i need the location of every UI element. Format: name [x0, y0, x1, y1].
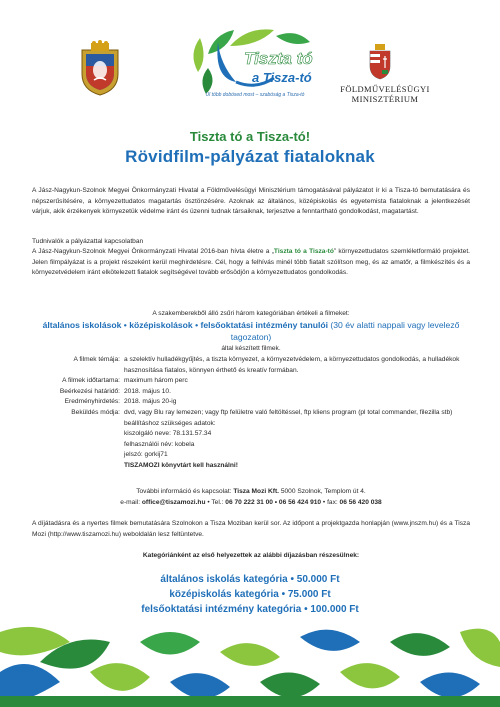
logo-subtitle: a Tisza-tó [252, 70, 312, 85]
detail-row [32, 387, 470, 398]
prize-item: felsőoktatási intézmény kategória • 100.000 Ft [141, 604, 359, 615]
leaves-decoration-icon [0, 622, 500, 707]
info-heading: Tudnivalók a pályázattal kapcsolatban [32, 238, 144, 245]
detail-label: Eredményhirdetés: [64, 398, 120, 406]
detail-row [32, 376, 470, 387]
categories-qualifier: (30 év alatti nappali vagy levelező tagozaton) [230, 320, 460, 342]
detail-row [32, 408, 470, 472]
info-paragraph [32, 247, 470, 279]
leaf-footer [0, 622, 500, 707]
logo-title: Tiszta tó [244, 49, 313, 68]
categories-intro: A szakemberekből álló zsűri három kategóriában értékeli a filmeket: [152, 310, 350, 317]
contact-prefix: További információ és kapcsolat: [136, 488, 234, 495]
contact-company: Tisza Mozi Kft. [233, 488, 280, 495]
contact-line-address [32, 487, 470, 498]
phone-label: • Tel.: [205, 498, 226, 506]
contact-address: 5000 Szolnok, Templom út 4. [279, 488, 366, 495]
kicker: Tiszta tó a Tisza-tó! [189, 129, 311, 144]
ministry-name [330, 84, 440, 104]
ministry-line-1: FÖLDMŰVELÉSÜGYI [340, 84, 430, 94]
submission-method: dvd, vagy Blu ray lemezen; vagy ftp felületre való feltöltéssel, ftp kliens program (pl total commander, filezilla stb) beállításhoz szükséges adatok: [124, 408, 453, 427]
phone-number: 06 70 222 31 00 • 06 56 424 910 [225, 498, 322, 506]
prize-note: A díjátadásra és a nyertes filmek bemutatására Szolnokon a Tisza Moziban kerül sor. Az időpont a projektgazda honlapján (www.jnszm.hu) és a Tisza Mozi (http://www.tiszamozi.hu) weboldalán lesz feltüntetve. [32, 520, 470, 538]
header [0, 0, 500, 120]
email-label: e-mail: [120, 498, 142, 506]
ftp-user: felhasználói név: kobela [124, 440, 195, 448]
categories-main: általános iskolások • középiskolások • felsőoktatási intézmény tanulói [42, 320, 329, 330]
detail-label: A filmek témája: [73, 356, 120, 363]
categories-tail: által készített filmek. [221, 345, 281, 352]
detail-label: A filmek időtartama: [62, 377, 120, 385]
ftp-note: TISZAMOZI könyvtárt kell használni! [124, 461, 238, 469]
logo-tagline: Ul több dobósed most – szabóság a Tisza-tó [205, 92, 305, 98]
prize-item: általános iskolás kategória • 50.000 Ft [160, 574, 340, 585]
county-crest-icon [78, 40, 122, 96]
ftp-host: kiszolgáló neve: 78.131.57.34 [124, 430, 212, 438]
hungarian-crest-icon [368, 44, 392, 80]
fax-label: • fax: [321, 498, 340, 506]
detail-value: a szelektív hulladékgyűjtés, a tiszta környezet, a környezetvédelem, a környezettudatos gondolkodás, a hulladékok hasznosítása fiatalos, könnyen érthető és kreatív formában. [124, 356, 460, 374]
info-highlight: Tiszta tó a Tisza-tó [273, 248, 334, 255]
contact-block [32, 487, 470, 508]
prize-list [0, 572, 500, 617]
details-table [32, 355, 470, 472]
detail-row [32, 355, 470, 376]
ministry-line-2: MINISZTÉRIUM [351, 94, 419, 104]
prize-intro: Kategóriánként az első helyezettek az alábbi díjazásban részesülnek: [142, 552, 360, 559]
ftp-password: jelszó: gorkij71 [124, 451, 168, 459]
email-link[interactable]: office@tiszamozi.hu [141, 498, 206, 506]
intro-paragraph: A Jász-Nagykun-Szolnok Megyei Önkormányzati Hivatal a Földművelésügyi Minisztérium támogatásával pályázatot ír ki a Tisza-tó bemutatására és népszerűsítésére, a környezettudatos magatartás ösztönzésére. Azoknak az általános, középiskolás és egyetemista fiataloknak a jelentkezését várjuk, akik érzékenyek környezetük védelme iránt és üzenni tudnak társaiknak, terjesztve a fenntartható gondolkodást, magatartást. [32, 187, 470, 216]
contact-line-channels [32, 498, 470, 509]
categories-list [32, 319, 470, 343]
info-text-before: A Jász-Nagykun-Szolnok Megyei Önkormányzati Hivatal 2016-ban hívta életre a „ [32, 248, 274, 255]
detail-value [124, 408, 470, 472]
detail-label: Beérkezési határidő: [59, 387, 120, 395]
detail-value: 2018. május 10. [124, 387, 171, 395]
detail-value: maximum három perc [124, 377, 188, 385]
prize-item: középiskolás kategória • 75.000 Ft [169, 589, 331, 600]
fax-number: 06 56 420 038 [339, 498, 382, 506]
info-text-after: ” környezettudatos szemléletformáló projektet. Jelen filmpályázat is a projekt részeként kerül meghirdetésre. Cél, hogy a felhívás minél több fiatalt szólítson meg, és az amatőr, a filmkészítés és a környezetvédelem iránt elkötelezett fiatalok segítségével tovább erősödjön a környezettudatos gondolkodás. [32, 248, 470, 277]
detail-label: Beküldés módja: [71, 408, 120, 416]
detail-row [32, 397, 470, 408]
detail-value: 2018. május 20-ig [124, 398, 177, 406]
page-title: Rövidfilm-pályázat fiataloknak [125, 147, 375, 166]
